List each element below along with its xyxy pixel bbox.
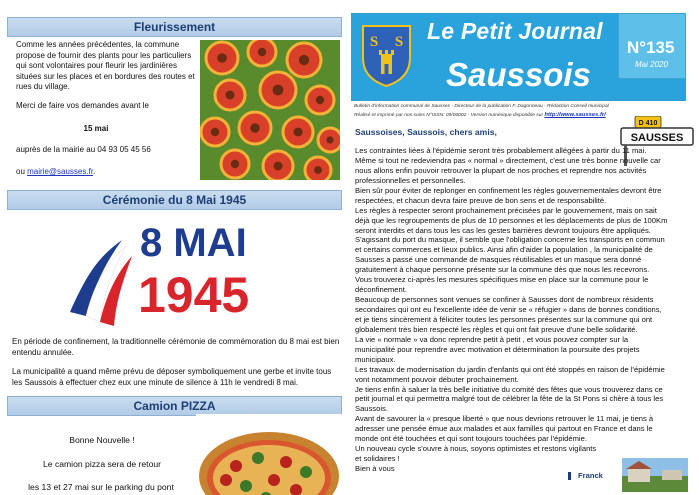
pizza-line-2: Le camion pizza sera de retour	[43, 459, 161, 469]
journal-name: Saussois	[446, 56, 591, 93]
crest-letter-right: S	[394, 34, 404, 50]
journal-title: Le Petit Journal	[427, 18, 603, 44]
mairie-email-link[interactable]: mairie@sausses.fr	[27, 167, 94, 176]
website-link[interactable]: http://www.sausses.fr/	[544, 112, 606, 118]
pizza-photo	[196, 414, 342, 495]
fleurissement-text: Comme les années précédentes, la commune propose de fournir des plants pour les particuliers qui sont volontaires pour fleurir les jardinières situées sur les places et en bordures des routes et rues du village.	[16, 40, 195, 92]
email-suffix: .	[93, 167, 96, 176]
flower-photo	[200, 40, 340, 180]
article-greeting: Saussoises, Saussois, chers amis,	[355, 127, 497, 137]
section-title-fleurissement: Fleurissement	[7, 17, 342, 37]
sign-road-number: D 410	[638, 120, 658, 127]
email-prefix: ou	[16, 167, 28, 176]
publication-info: Bulletin d'information communal de Sausses - Directeur de la publication F. Dagonneau - Rédaction Conseil municipal	[354, 104, 609, 109]
article-paragraph: Je tiens enfin à saluer la très belle initiative du comité des fêtes que vous trouverez dans ce petit journal et qui permettra malgré tout de célébrer la fête de la St Pons si chère à tous les Saussois.	[355, 384, 664, 414]
section-title-ceremonie: Cérémonie du 8 Mai 1945	[7, 190, 342, 210]
logo-8-mai-text: 8 MAI	[140, 221, 247, 265]
ceremonie-text-2: La municipalité a quand même prévu de déposer symboliquement une gerbe et invite tous les Saussois à effectuer chez eux une minute de silence à 11h le vendredi 8 mai.	[12, 367, 332, 387]
publication-info-2	[354, 112, 606, 118]
article-paragraph: Un nouveau cycle s'ouvre à nous, soyons optimistes et restons vigilants et solidaires !	[355, 444, 597, 464]
fleurissement-phone: auprès de la mairie au 04 93 05 45 56	[16, 145, 151, 154]
article-paragraph: Les contraintes liées à l'épidémie seront très probablement allégées à partir du 11 mai.	[355, 146, 647, 155]
pizza-line-3: les 13 et 27 mai sur le parking du pont	[28, 482, 174, 492]
article-paragraph: Même si tout ne redeviendra pas « normal » directement, c'est une très bonne nouvelle car nous allons enfin pouvoir retrouver la plupart de nos proches et reprendre nos activités professionnelles et personnelles.	[355, 155, 661, 185]
article-author: Franck	[578, 471, 603, 480]
town-crest	[359, 22, 414, 88]
pizza-line-1: Bonne Nouvelle !	[69, 435, 135, 445]
article-paragraph: Vous trouverez ci-après les mesures spécifiques mise en place sur la commune pour le déconfinement.	[355, 275, 649, 295]
8-mai-1945-logo	[60, 216, 280, 328]
article-paragraph: Bien à vous	[355, 464, 395, 473]
chapel-photo	[622, 458, 688, 492]
issue-date: Mai 2020	[635, 60, 668, 69]
article-paragraph: Beaucoup de personnes sont venues se confiner à Sausses dont de nombreux résidents secondaires qui ont eu l'excellente idée de venir se « réfugier » dans de bonnes conditions, et je tiens sincèrement à féliciter toutes les personnes présentes sur la commune qui ont globalement très bien respecté les règles et qui ont fait preuve d'une belle solidarité.	[355, 295, 662, 334]
mayor-article	[355, 146, 668, 474]
article-paragraph: Bien sûr pour éviter de replonger en confinement les règles gouvernementales devront être respectées, et chacun devra faire preuve de bon sens et de responsabilité.	[355, 185, 662, 205]
author-marker	[568, 472, 571, 480]
article-paragraph: Les travaux de modernisation du jardin d'enfants qui ont été stoppés en raison de l'épidémie vont notamment pouvoir débuter prochainement.	[355, 364, 665, 384]
sign-town-name: SAUSSES	[630, 132, 684, 144]
publication-info-text: Réalisé et imprimé par nos soins N°ISSN: 09/00002 - Version numérique disponible sur	[354, 113, 544, 118]
article-paragraph: La vie « normale » va donc reprendre petit à petit , et vous pouvez compter sur la municipalité pour reprendre avec motivation et détermination la poursuite des projets municipaux.	[355, 334, 640, 364]
fleurissement-deadline: 15 mai	[83, 124, 109, 133]
section-title-pizza: Camion PIZZA	[7, 396, 342, 416]
crest-letter-left: S	[369, 34, 379, 50]
article-paragraph: Avant de savourer la « presque liberté » que nous devrions retrouver le 11 mai, je tiens à adresser une pensée émue aux malades et aux familles qui partout en France et dans le monde ont été touchées et qui sont toujours touchées par l'épidémie.	[355, 414, 654, 444]
article-paragraph: Les règles à respecter seront prochainement précisées par le gouvernement, mais on sait déjà que les regroupements de plus de 10 personnes et les déplacements de plus de 100Km seront interdits et dans tous les cas les gestes barrières devront toujours être appliqués. S'agissant du port du masque, il semble que l'obligation concerne les transports en commun et certains commerces et lieux publics. Ainsi afin d'aider la population , la municipalité de Sausses a passé une commande de masques réutilisables et un masque sera donné gratuitement à chaque personne présente sur la commune dès que nous les recevrons.	[355, 205, 668, 275]
fleurissement-request: Merci de faire vos demandes avant le	[16, 101, 149, 110]
ceremonie-text-1: En période de confinement, la traditionnelle cérémonie de commémoration du 8 mai est bien entendu annulée.	[12, 337, 340, 357]
issue-number: N°135	[627, 38, 675, 57]
fleurissement-email-line	[16, 167, 196, 178]
logo-1945-text: 1945	[138, 267, 250, 323]
